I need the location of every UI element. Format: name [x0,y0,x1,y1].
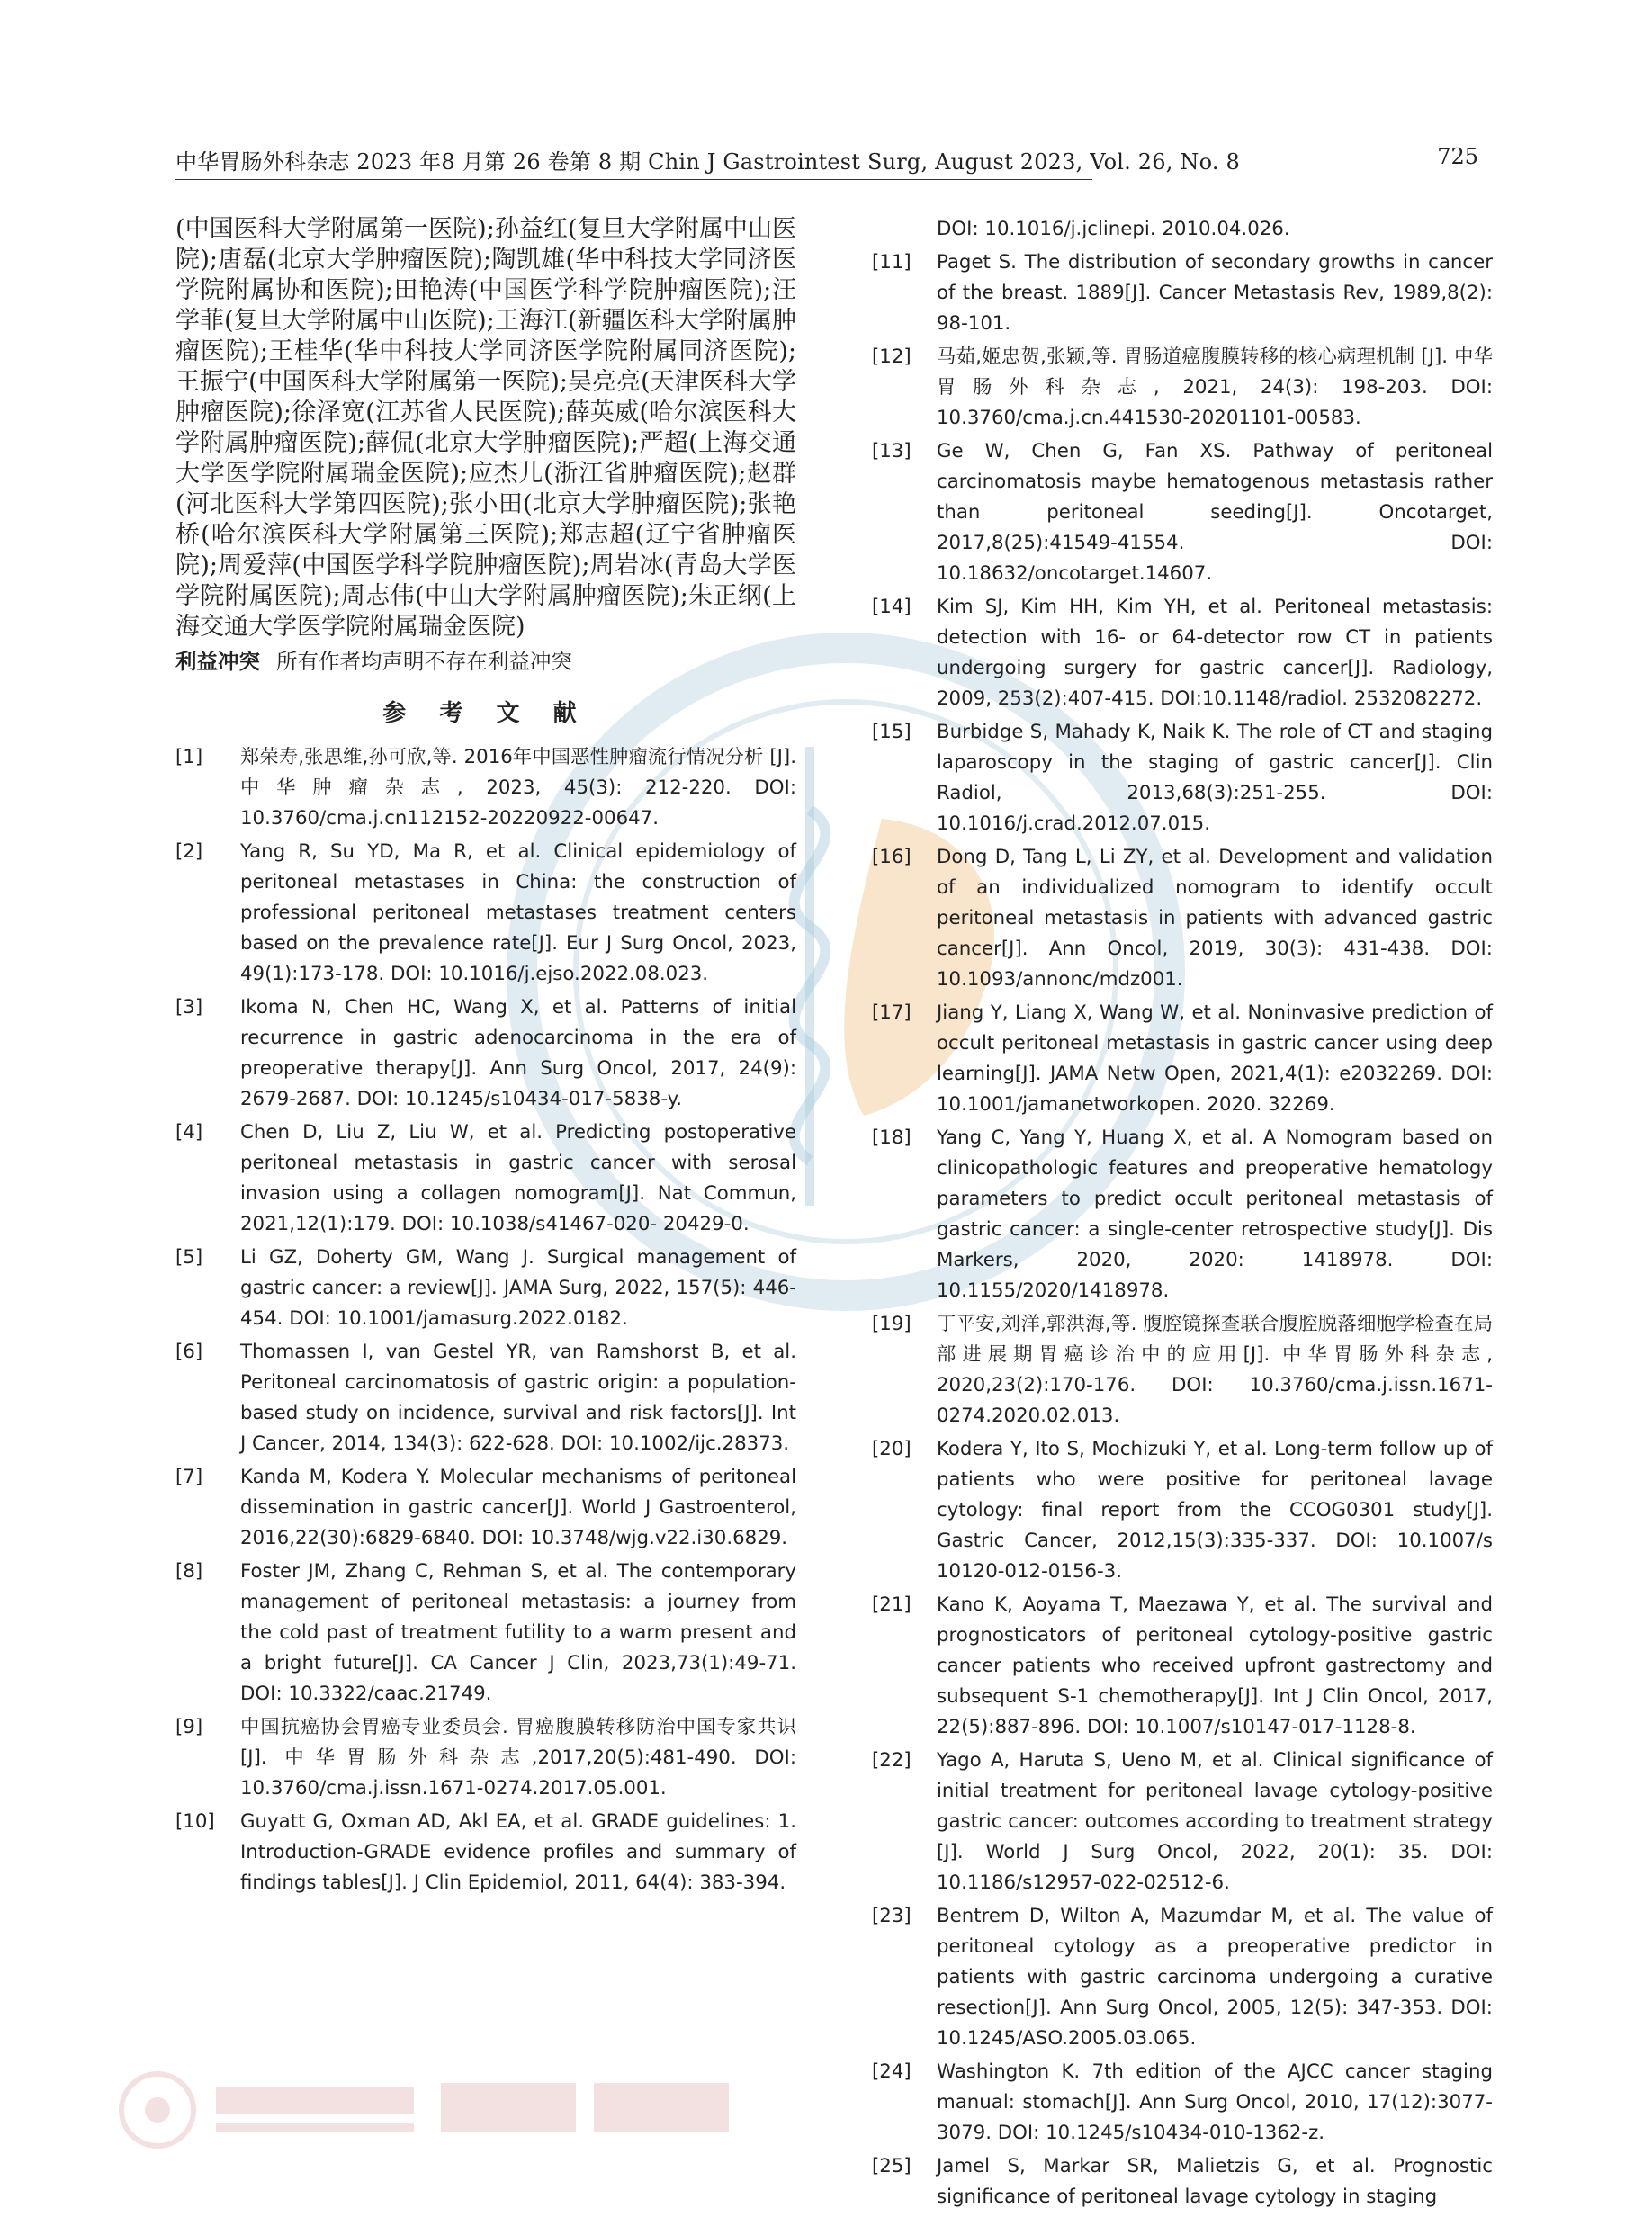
reference-number: [8] [175,1560,203,1583]
reference-text: 丁平安,刘洋,郭洪海,等. 腹腔镜探查联合腹腔脱落细胞学检查在局部进展期胃癌诊治中的应用[J]. 中华胃肠外科杂志, 2020,23(2):170-176. DOI: 10.3760/cma.j.issn.1671-0274.2020.02.013. [937,1313,1493,1427]
reference-text: Yago A, Haruta S, Ueno M, et al. Clinical significance of initial treatment for peritoneal lavage cytology-positive gastric cancer: outcomes according to treatment strategy [J]. World J Surg Oncol, 2022, 20(1): 35. DOI: 10.1186/s12957-022-02512-6. [937,1749,1493,1894]
reference-item [175,742,796,834]
reference-text: Jiang Y, Liang X, Wang W, et al. Noninvasive prediction of occult peritoneal metastasis in gastric cancer using deep learning[J]. JAMA Netw Open, 2021,4(1): e2032269. DOI: 10.1001/jamanetworkopen. 2020. 32269. [937,1001,1493,1116]
reference-number: [24] [872,2060,911,2083]
reference-item [872,1746,1493,1898]
reference-item [175,837,796,990]
reference-number: [12] [872,346,911,368]
reference-number: [25] [872,2155,911,2177]
reference-number: [1] [175,746,203,768]
right-column [872,214,1493,2215]
reference-text: Guyatt G, Oxman AD, Akl EA, et al. GRADE guidelines: 1. Introduction-GRADE evidence profiles and summary of findings tables[J]. J Clin Epidemiol, 2011, 64(4): 383-394. [240,1810,796,1894]
reference-number: [4] [175,1121,203,1144]
reference-number: [7] [175,1466,203,1488]
reference-item [175,1117,796,1240]
reference-number: [11] [872,251,911,274]
reference-item [175,1807,796,1898]
reference-number: [10] [175,1810,215,1833]
reference-item [872,247,1493,339]
reference-item [872,1123,1493,1306]
reference-number: [9] [175,1716,203,1738]
reference-text: Li GZ, Doherty GM, Wang J. Surgical management of gastric cancer: a review[J]. JAMA Surg, 2022, 157(5): 446-454. DOI: 10.1001/jamasurg.2022.0182. [240,1246,796,1330]
references-heading: 参 考 文 献 [382,700,589,727]
reference-10-continuation: DOI: 10.1016/j.jclinepi. 2010.04.026. [937,218,1290,240]
reference-number: [2] [175,840,203,863]
reference-item [872,717,1493,839]
reference-text: Paget S. The distribution of secondary growths in cancer of the breast. 1889[J]. Cancer Metastasis Rev, 1989,8(2): 98-101. [937,251,1493,335]
reference-item [872,842,1493,995]
reference-item [872,2057,1493,2149]
reference-text: Foster JM, Zhang C, Rehman S, et al. The contemporary management of peritoneal metastasis: a journey from the cold past of treatment futility to a warm present and a bright future[J]. CA Cancer J Clin, 2023,73(1):49-71. DOI: 10.3322/caac.21749. [240,1560,796,1705]
reference-item [872,1590,1493,1743]
reference-text: Chen D, Liu Z, Liu W, et al. Predicting postoperative peritoneal metastasis in gastric cancer with serosal invasion using a collagen nomogram[J]. Nat Commun, 2021,12(1):179. DOI: 10.1038/s41467-020- 20429-0. [240,1121,796,1235]
reference-item [175,1243,796,1334]
reference-number: [5] [175,1246,203,1269]
reference-list-right [872,247,1493,2213]
reference-item [175,1557,796,1710]
reference-item [872,592,1493,714]
reference-text: Washington K. 7th edition of the AJCC cancer staging manual: stomach[J]. Ann Surg Oncol, 2010, 17(12):3077-3079. DOI: 10.1245/s10434-010-1362-z. [937,2060,1493,2144]
reference-item [175,1462,796,1554]
coi-label: 利益冲突 [175,649,260,674]
reference-text: 马茹,姬忠贺,张颖,等. 胃肠道癌腹膜转移的核心病理机制 [J]. 中华胃肠外科杂志, 2021, 24(3): 198-203. DOI: 10.3760/cma.j.cn.441530-20201101-00583. [937,346,1493,429]
reference-number: [15] [872,721,911,743]
reference-number: [18] [872,1126,911,1149]
running-header: 中华胃肠外科杂志 2023 年8 月第 26 卷第 8 期 Chin J Gastrointest Surg, August 2023, Vol. 26, No. 8 [175,149,1240,175]
reference-text: Kanda M, Kodera Y. Molecular mechanisms of peritoneal dissemination in gastric cancer[J]. World J Gastroenterol, 2016,22(30):6829-6840. DOI: 10.3748/wjg.v22.i30.6829. [240,1466,796,1549]
reference-number: [6] [175,1341,203,1363]
reference-number: [3] [175,996,203,1019]
reference-text: Kano K, Aoyama T, Maezawa Y, et al. The survival and prognosticators of peritoneal cytology-positive gastric cancer patients who received upfront gastrectomy and subsequent S-1 chemotherapy[J]. Int J Clin Oncol, 2017, 22(5):887-896. DOI: 10.1007/s10147-017-1128-8. [937,1593,1493,1738]
header-rule [175,179,1092,180]
reference-item [175,1337,796,1459]
reference-item [872,998,1493,1120]
reference-text: Kim SJ, Kim HH, Kim YH, et al. Peritoneal metastasis: detection with 16- or 64-detector row CT in patients undergoing surgery for gastric cancer[J]. Radiology, 2009, 253(2):407-415. DOI:10.1148/radiol. 2532082272. [937,596,1493,710]
reference-number: [20] [872,1438,911,1460]
reference-text: Bentrem D, Wilton A, Mazumdar M, et al. The value of peritoneal cytology as a preoperative predictor in patients with gastric carcinoma undergoing a curative resection[J]. Ann Surg Oncol, 2005, 12(5): 347-353. DOI: 10.1245/ASO.2005.03.065. [937,1905,1493,2050]
reference-list-left [175,742,796,1898]
reference-text: Yang C, Yang Y, Huang X, et al. A Nomogram based on clinicopathologic features and preoperative hematology parameters to predict occult peritoneal metastasis of gastric cancer: a single-center retrospective study[J]. Dis Markers, 2020, 2020: 1418978. DOI: 10.1155/2020/1418978. [937,1126,1493,1302]
reference-text: Ge W, Chen G, Fan XS. Pathway of peritoneal carcinomatosis maybe hematogenous metastasis rather than peritoneal seeding[J]. Oncotarget, 2017,8(25):41549-41554. DOI: 10.18632/oncotarget.14607. [937,440,1493,585]
reference-text: Jamel S, Markar SR, Malietzis G, et al. Prognostic significance of peritoneal lavage cytology in staging [937,2155,1493,2208]
reference-item [872,2151,1493,2213]
reference-number: [21] [872,1593,911,1616]
reference-text: Thomassen I, van Gestel YR, van Ramshorst B, et al. Peritoneal carcinomatosis of gastric origin: a population-based study on incidence, survival and risk factors[J]. Int J Cancer, 2014, 134(3): 622-628. DOI: 10.1002/ijc.28373. [240,1341,796,1455]
reference-number: [22] [872,1749,911,1772]
reference-text: Ikoma N, Chen HC, Wang X, et al. Patterns of initial recurrence in gastric adenocarcinoma in the era of preoperative therapy[J]. Ann Surg Oncol, 2017, 24(9): 2679-2687. DOI: 10.1245/s10434-017-5838-y. [240,996,796,1110]
reference-text: Yang R, Su YD, Ma R, et al. Clinical epidemiology of peritoneal metastases in China: the construction of professional peritoneal metastases treatment centers based on the prevalence rate[J]. Eur J Surg Oncol, 2023, 49(1):173-178. DOI: 10.1016/j.ejso.2022.08.023. [240,840,796,985]
left-column [175,214,796,1901]
reference-item [872,342,1493,434]
reference-number: [23] [872,1905,911,1927]
reference-text: 中国抗癌协会胃癌专业委员会. 胃癌腹膜转移防治中国专家共识[J]. 中华胃肠外科杂志,2017,20(5):481-490. DOI: 10.3760/cma.j.issn.1671-0274.2017.05.001. [240,1716,796,1800]
reference-text: Dong D, Tang L, Li ZY, et al. Development and validation of an individualized nomogram to identify occult peritoneal metastasis in patients with advanced gastric cancer[J]. Ann Oncol, 2019, 30(3): 431-438. DOI: 10.1093/annonc/mdz001. [937,846,1493,991]
reference-number: [16] [872,846,911,868]
reference-item [872,436,1493,589]
conflict-of-interest [175,646,796,677]
reference-item [175,1712,796,1804]
reference-text: Burbidge S, Mahady K, Naik K. The role of CT and staging laparoscopy in the staging of gastric cancer[J]. Clin Radiol, 2013,68(3):251-255. DOI: 10.1016/j.crad.2012.07.015. [937,721,1493,835]
reference-number: [19] [872,1313,911,1335]
publisher-logo-watermark [108,2060,756,2159]
reference-text: 郑荣寿,张思维,孙可欣,等. 2016年中国恶性肿瘤流行情况分析 [J]. 中华肿瘤杂志, 2023, 45(3): 212-220. DOI: 10.3760/cma.j.cn112152-20220922-00647. [240,746,796,830]
reference-item [872,1309,1493,1432]
reference-text: Kodera Y, Ito S, Mochizuki Y, et al. Long-term follow up of patients who were positive for peritoneal lavage cytology: final report from the CCOG0301 study[J]. Gastric Cancer, 2012,15(3):335-337. DOI: 10.1007/s 10120-012-0156-3. [937,1438,1493,1583]
reference-item [872,1901,1493,2054]
reference-number: [14] [872,596,911,618]
reference-item [175,992,796,1115]
page-number: 725 [1437,144,1478,169]
reference-number: [13] [872,440,911,462]
reference-number: [17] [872,1001,911,1024]
reference-item [872,1434,1493,1587]
coi-text: 所有作者均声明不存在利益冲突 [276,649,572,674]
affiliations-text: (中国医科大学附属第一医院);孙益红(复旦大学附属中山医院);唐磊(北京大学肿瘤医院);陶凯雄(华中科技大学同济医学院附属协和医院);田艳涛(中国医学科学院肿瘤医院);汪学菲(复旦大学附属中山医院);王海江(新疆医科大学附属肿瘤医院);王桂华(华中科技大学同济医学院附属同济医院);王振宁(中国医科大学附属第一医院);吴亮亮(天津医科大学肿瘤医院);徐泽宽(江苏省人民医院);薛英威(哈尔滨医科大学附属肿瘤医院);薛侃(北京大学肿瘤医院);严超(上海交通大学医学院附属瑞金医院);应杰儿(浙江省肿瘤医院);赵群(河北医科大学第四医院);张小田(北京大学肿瘤医院);张艳桥(哈尔滨医科大学附属第三医院);郑志超(辽宁省肿瘤医院);周爱萍(中国医学科学院肿瘤医院);周岩冰(青岛大学医学院附属医院);周志伟(中山大学附属肿瘤医院);朱正纲(上海交通大学医学院附属瑞金医院) [175,215,796,641]
